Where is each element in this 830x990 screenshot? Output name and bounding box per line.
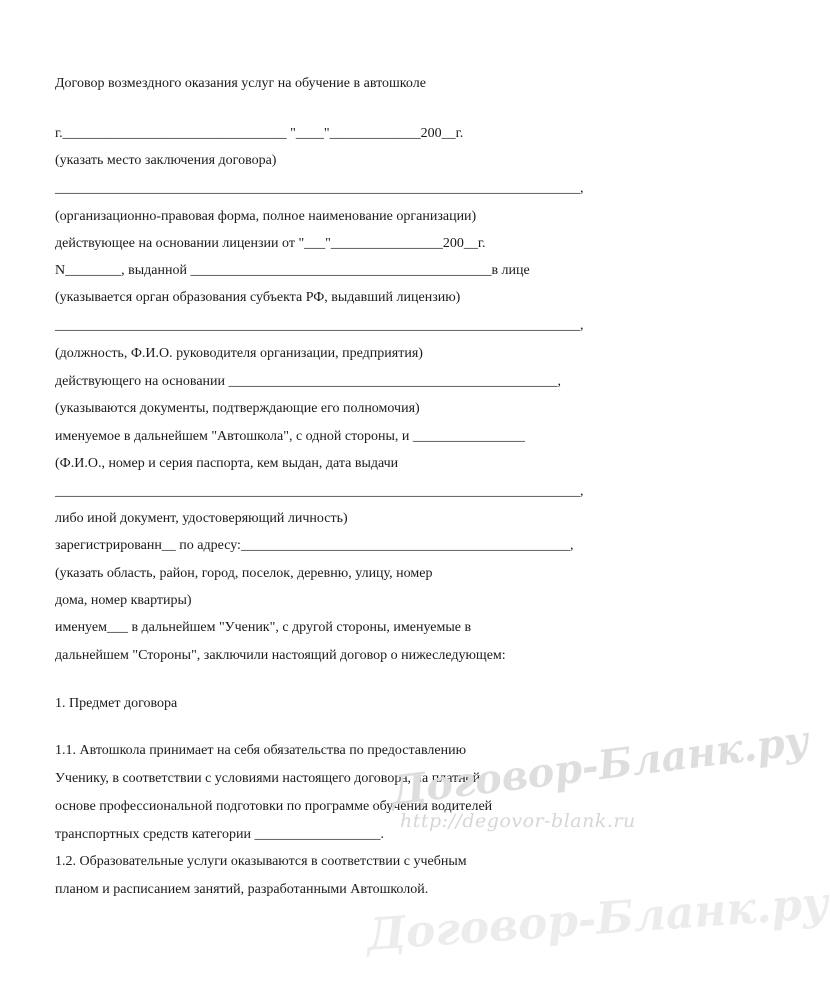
clause-1-1-line-2: Ученику, в соответствии с условиями настоящего договора, на платной: [55, 771, 481, 786]
basis-line: действующего на основании _______________________________________________,: [55, 374, 562, 389]
student-party-line: именуем___ в дальнейшем "Ученик", с другой стороны, именуемые в: [55, 620, 472, 635]
clause-1-1-line-4: транспортных средств категории __________________.: [55, 827, 384, 842]
document-title: Договор возмездного оказания услуг на обучение в автошколе: [55, 76, 426, 91]
watermark-brand-faint: Договор-Бланк.ру: [365, 877, 830, 961]
clause-1-2: 1.2. Образовательные услуги оказываются в соответствии с учебным: [55, 854, 467, 869]
parties-line: дальнейшем "Стороны", заключили настоящий договор о нижеследующем:: [55, 648, 506, 663]
watermark-url: http://degovor-blank.ru: [400, 810, 636, 832]
address-hint-cont: дома, номер квартиры): [55, 593, 192, 608]
director-blank: ___________________________________________________________________________,: [55, 318, 584, 333]
org-name-blank: ___________________________________________________________________________,: [55, 181, 584, 196]
autoschool-party-line: именуемое в дальнейшем "Автошкола", с одной стороны, и ________________: [55, 429, 525, 444]
basis-hint: (указываются документы, подтверждающие его полномочия): [55, 401, 420, 416]
license-date-line: действующее на основании лицензии от "___"________________200__г.: [55, 236, 486, 251]
place-hint: (указать место заключения договора): [55, 153, 277, 168]
id-document-hint: либо иной документ, удостоверяющий личность): [55, 511, 348, 526]
student-blank: ___________________________________________________________________________,: [55, 484, 584, 499]
place-date-line: г.________________________________ "____"_____________200__г.: [55, 126, 464, 141]
clause-1-1-line-3: основе профессиональной подготовки по программе обучения водителей: [55, 799, 493, 814]
org-name-hint: (организационно-правовая форма, полное наименование организации): [55, 209, 477, 224]
section-heading-subject: 1. Предмет договора: [55, 696, 178, 711]
watermark-brand: Договор-Бланк.ру: [388, 716, 811, 815]
clause-1-2-line-2: планом и расписанием занятий, разработанными Автошколой.: [55, 882, 429, 897]
license-issuer-hint: (указывается орган образования субъекта РФ, выдавший лицензию): [55, 290, 461, 305]
director-hint: (должность, Ф.И.О. руководителя организации, предприятия): [55, 346, 423, 361]
address-hint: (указать область, район, город, поселок, деревню, улицу, номер: [55, 566, 433, 581]
address-line: зарегистрированн__ по адресу:_______________________________________________,: [55, 538, 574, 553]
license-number-line: N________, выданной ___________________________________________в лице: [55, 263, 530, 278]
student-passport-hint: (Ф.И.О., номер и серия паспорта, кем выдан, дата выдачи: [55, 456, 399, 471]
clause-1-1: 1.1. Автошкола принимает на себя обязательства по предоставлению: [55, 743, 467, 758]
